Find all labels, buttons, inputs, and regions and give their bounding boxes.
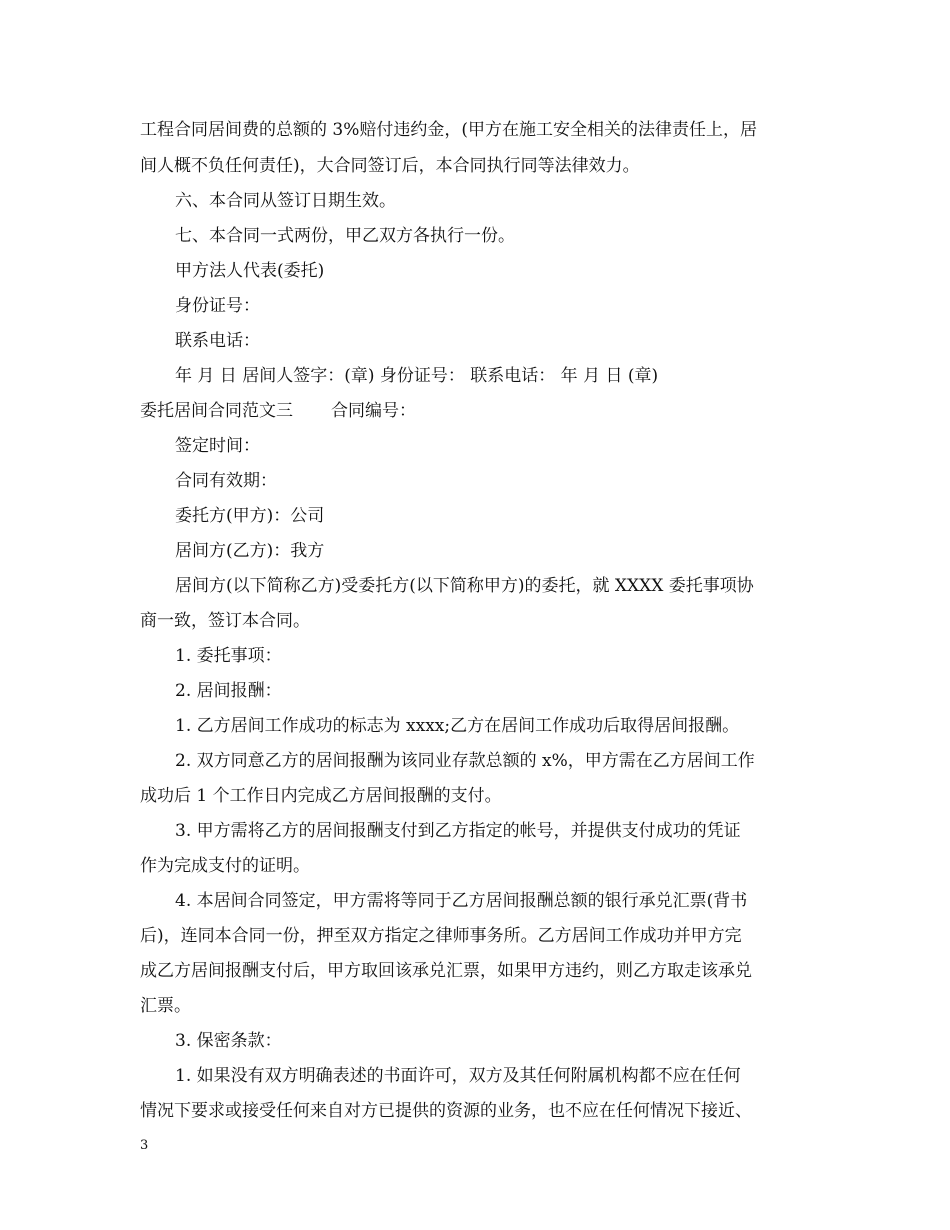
validity-label: 合同有效期： [175, 471, 277, 491]
id-number-label: 身份证号： [175, 296, 260, 316]
list-item: 4. 本居间合同签定，甲方需将等同于乙方居间报酬总额的银行承兑汇票(背书 [175, 891, 748, 911]
list-item: 1. 如果没有双方明确表述的书面许可，双方及其任何附属机构都不应在任何 [175, 1066, 741, 1086]
list-item: 1. 委托事项： [175, 646, 282, 666]
paragraph-line: 后)，连同本合同一份，押至双方指定之律师事务所。乙方居间工作成功并甲方完 [140, 926, 742, 946]
section-title: 委托居间合同范文三 [140, 401, 293, 421]
paragraph-line: 成功后 1 个工作日内完成乙方居间报酬的支付。 [140, 786, 502, 806]
paragraph-line: 情况下要求或接受任何来自对方已提供的资源的业务，也不应在任何情况下接近、 [140, 1101, 752, 1121]
list-item: 3. 甲方需将乙方的居间报酬支付到乙方指定的帐号，并提供支付成功的凭证 [175, 821, 741, 841]
contract-number-label: 合同编号： [331, 401, 416, 421]
paragraph-line: 间人概不负任何责任)，大合同签订后，本合同执行同等法律效力。 [140, 156, 640, 176]
sign-date-label: 签定时间： [175, 436, 260, 456]
paragraph-line: 居间方(以下简称乙方)受委托方(以下简称甲方)的委托，就 XXXX 委托事项协 [175, 576, 754, 596]
clause-seven: 七、本合同一式两份，甲乙双方各执行一份。 [175, 226, 515, 246]
paragraph-line: 汇票。 [140, 996, 191, 1016]
page-number: 3 [140, 1138, 149, 1153]
clause-six: 六、本合同从签订日期生效。 [175, 191, 396, 211]
list-item: 2. 居间报酬： [175, 681, 282, 701]
phone-label: 联系电话： [175, 331, 260, 351]
section-heading-line [140, 400, 416, 422]
principal-party: 委托方(甲方)：公司 [175, 506, 325, 526]
list-item: 2. 双方同意乙方的居间报酬为该同业存款总额的 x%，甲方需在乙方居间工作 [175, 751, 755, 771]
paragraph-line: 成乙方居间报酬支付后，甲方取回该承兑汇票，如果甲方违约，则乙方取走该承兑 [140, 961, 752, 981]
party-a-representative: 甲方法人代表(委托) [175, 261, 325, 281]
paragraph-line: 工程合同居间费的总额的 3%赔付违约金，(甲方在施工安全相关的法律责任上，居 [140, 120, 758, 140]
paragraph-line: 商一致，签订本合同。 [140, 611, 310, 631]
paragraph-line: 作为完成支付的证明。 [140, 856, 310, 876]
list-item: 1. 乙方居间工作成功的标志为 xxxx;乙方在居间工作成功后取得居间报酬。 [175, 716, 740, 736]
signature-line: 年 月 日 居间人签字：(章) 身份证号： 联系电话： 年 月 日 (章) [175, 366, 659, 386]
intermediary-party: 居间方(乙方)：我方 [175, 541, 325, 561]
list-item: 3. 保密条款： [175, 1031, 282, 1051]
